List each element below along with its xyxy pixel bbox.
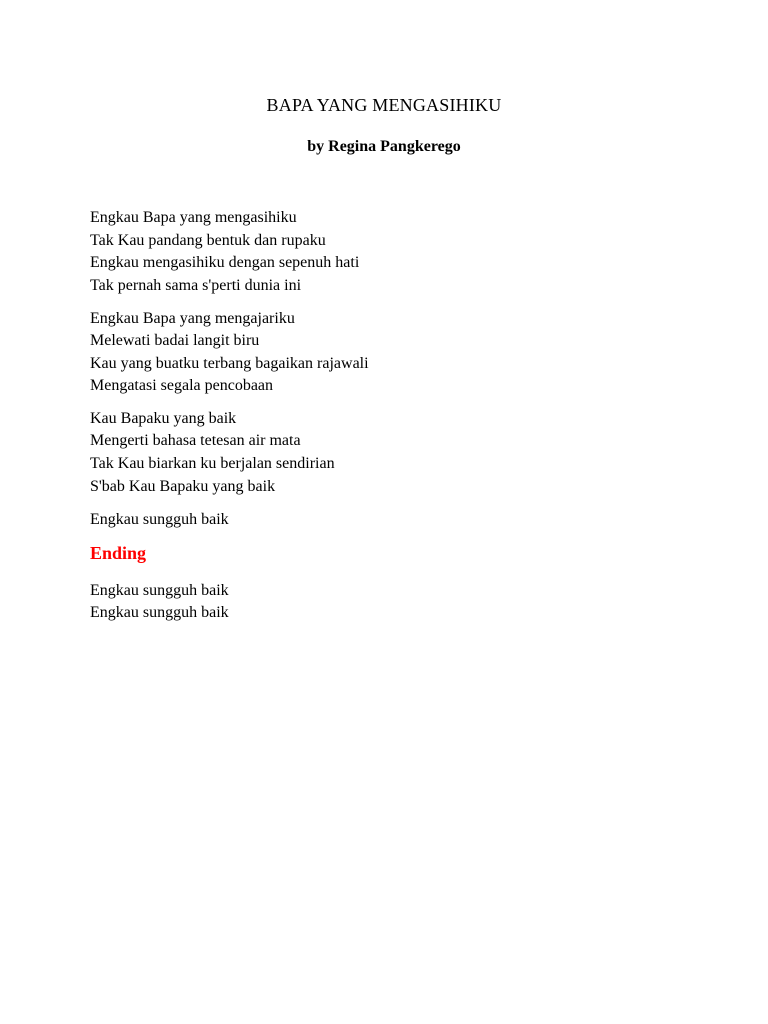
tag-line: Engkau sungguh baik xyxy=(90,511,229,528)
chorus-line-4: S'bab Kau Bapaku yang baik xyxy=(90,478,276,495)
ending-line-1: Engkau sungguh baik xyxy=(90,582,229,599)
verse2-line-1: Engkau Bapa yang mengajariku xyxy=(90,310,295,327)
verse1-line-1: Engkau Bapa yang mengasihiku xyxy=(90,209,297,226)
chorus-line-3: Tak Kau biarkan ku berjalan sendirian xyxy=(90,455,335,472)
chorus-line-2: Mengerti bahasa tetesan air mata xyxy=(90,432,301,449)
verse1-line-2: Tak Kau pandang bentuk dan rupaku xyxy=(90,232,326,249)
song-title: BAPA YANG MENGASIHIKU xyxy=(266,95,502,115)
ending-heading: Ending xyxy=(90,543,147,563)
verse2-line-4: Mengatasi segala pencobaan xyxy=(90,377,274,394)
chorus-line-1: Kau Bapaku yang baik xyxy=(90,410,237,427)
song-author: by Regina Pangkerego xyxy=(307,138,461,155)
verse1-line-3: Engkau mengasihiku dengan sepenuh hati xyxy=(90,254,360,271)
verse2-line-2: Melewati badai langit biru xyxy=(90,332,260,349)
verse1-line-4: Tak pernah sama s'perti dunia ini xyxy=(90,277,302,294)
verse2-line-3: Kau yang buatku terbang bagaikan rajawali xyxy=(90,355,369,372)
ending-line-2: Engkau sungguh baik xyxy=(90,604,229,621)
